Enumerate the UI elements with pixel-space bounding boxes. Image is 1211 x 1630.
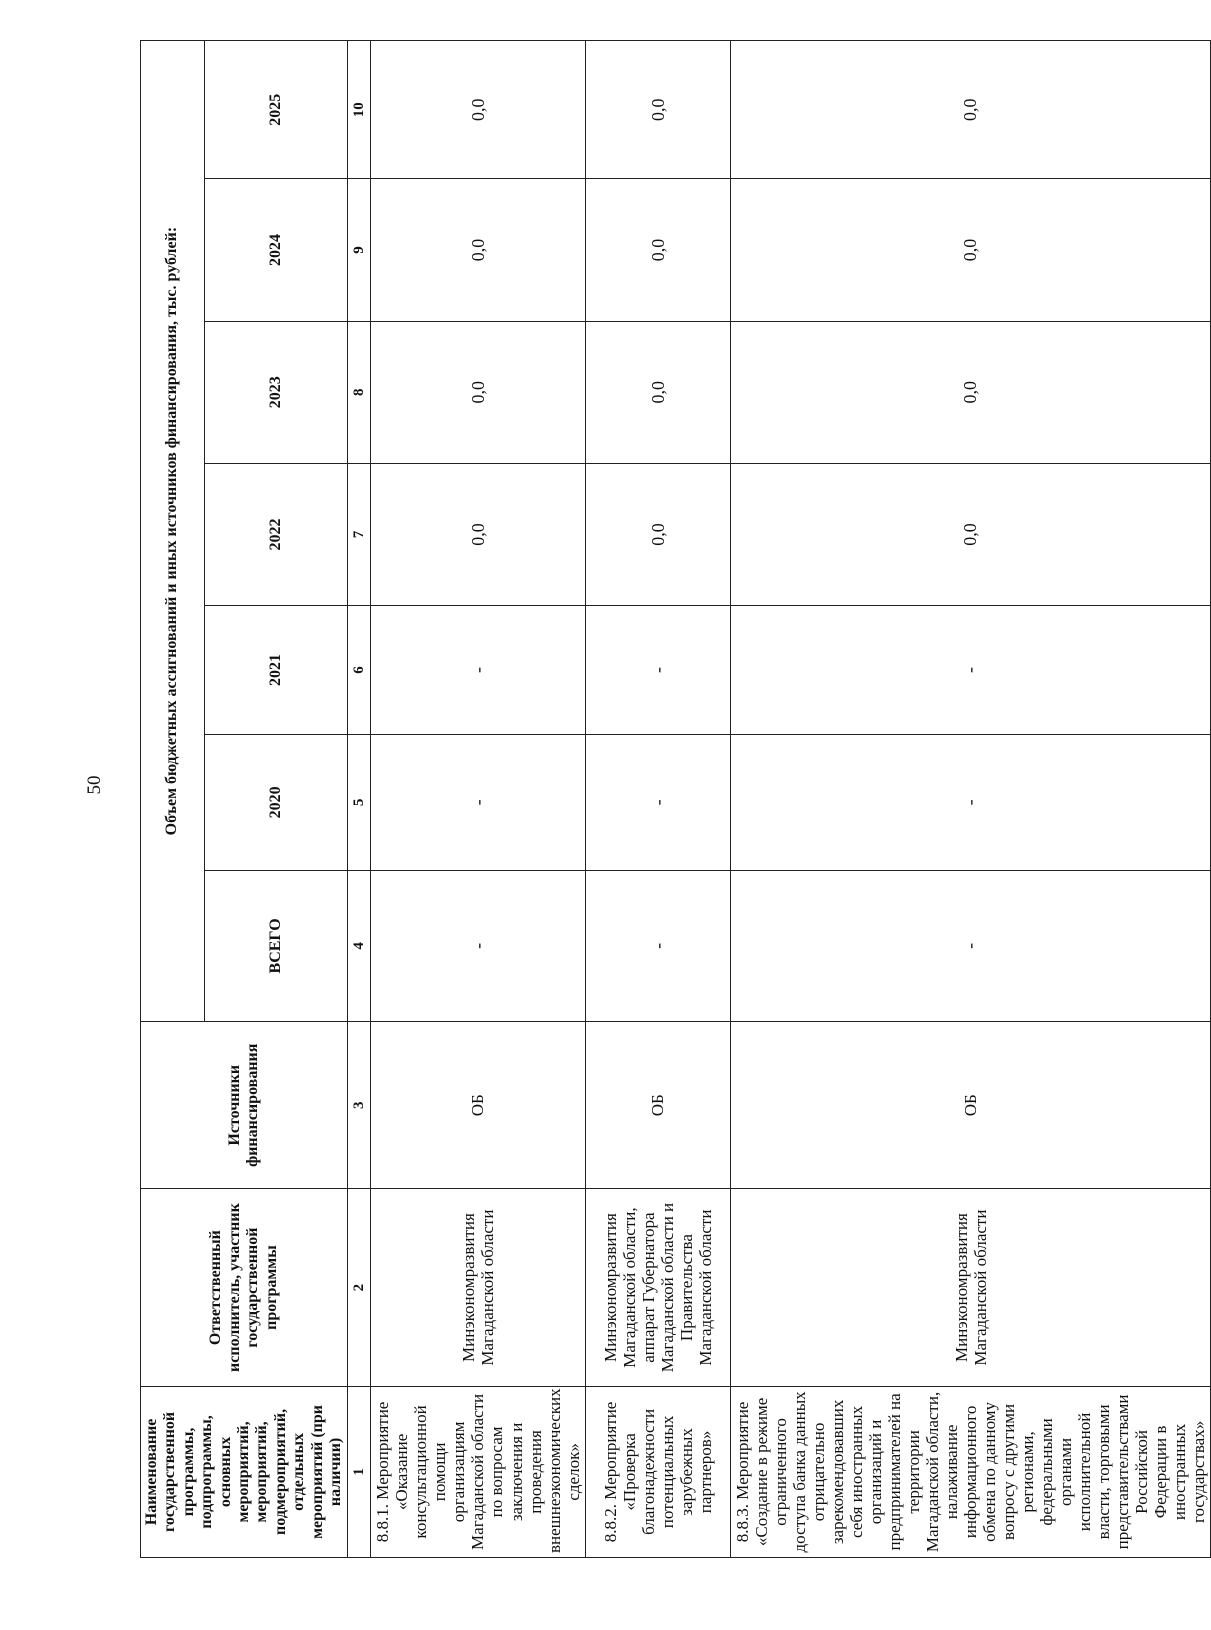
header-year-2023: 2023 <box>205 321 348 463</box>
column-number: 2 <box>348 1189 371 1387</box>
value-cell-2024: 0,0 <box>730 179 1211 321</box>
value-cell-2025: 0,0 <box>585 41 730 179</box>
value-cell-2022: 0,0 <box>730 463 1211 605</box>
value-cell-total: - <box>371 870 585 1021</box>
value-cell-2021: - <box>371 606 585 735</box>
rotated-table-container <box>140 40 1209 1558</box>
value-cell-2020: - <box>585 735 730 871</box>
column-number: 8 <box>348 321 371 463</box>
column-number: 6 <box>348 606 371 735</box>
source-cell: ОБ <box>371 1022 585 1189</box>
value-cell-2022: 0,0 <box>371 463 585 605</box>
column-number: 4 <box>348 870 371 1021</box>
header-col-responsible: Ответственный исполнитель, участник государственной программы <box>141 1189 348 1387</box>
value-cell-2020: - <box>730 735 1211 871</box>
column-number-row <box>348 41 371 1558</box>
value-cell-2023: 0,0 <box>730 321 1211 463</box>
header-col-name: Наименование государственной программы, подпрограммы, основных мероприятий, мероприятий, подмероприятий, отдельных мероприятий (при наличии) <box>141 1386 348 1557</box>
responsible-cell: Минэкономразвития Магаданской области <box>730 1189 1211 1387</box>
value-cell-2025: 0,0 <box>730 41 1211 179</box>
table-row <box>730 41 1211 1558</box>
value-cell-2022: 0,0 <box>585 463 730 605</box>
column-number: 5 <box>348 735 371 871</box>
responsible-cell: Минэкономразвития Магаданской области <box>371 1189 585 1387</box>
column-number: 7 <box>348 463 371 605</box>
header-funding-group: Объем бюджетных ассигнований и иных источников финансирования, тыс. рублей: <box>141 41 205 1022</box>
value-cell-2020: - <box>371 735 585 871</box>
source-cell: ОБ <box>730 1022 1211 1189</box>
activity-name-cell: 8.8.2. Мероприятие «Проверка благонадежности потенциальных зарубежных партнеров» <box>585 1386 730 1557</box>
value-cell-2021: - <box>585 606 730 735</box>
value-cell-total: - <box>730 870 1211 1021</box>
value-cell-2023: 0,0 <box>371 321 585 463</box>
activity-name-cell: 8.8.3. Мероприятие «Создание в режиме ограниченного доступа банка данных отрицательно зарекомендовавших себя иностранных организаций и предпринимателей на территории Магаданской области, налаживание информационного обмена по данному вопросу с другими регионами, федеральными органами исполнительной власти, торговыми представительствами Российской Федерации в иностранных государствах» <box>730 1386 1211 1557</box>
table-row <box>585 41 730 1558</box>
column-number: 10 <box>348 41 371 179</box>
header-col-source: Источники финансирования <box>141 1022 348 1189</box>
value-cell-2023: 0,0 <box>585 321 730 463</box>
activity-name-cell: 8.8.1. Мероприятие «Оказание консультационной помощи организациям Магаданской области по вопросам заключения и проведения внешнеэкономических сделок» <box>371 1386 585 1557</box>
header-year-2022: 2022 <box>205 463 348 605</box>
value-cell-2024: 0,0 <box>371 179 585 321</box>
funding-table <box>140 40 1211 1558</box>
column-number: 3 <box>348 1022 371 1189</box>
source-cell: ОБ <box>585 1022 730 1189</box>
value-cell-total: - <box>585 870 730 1021</box>
column-number: 9 <box>348 179 371 321</box>
header-row-1 <box>141 41 205 1558</box>
header-year-2020: 2020 <box>205 735 348 871</box>
page-number: 50 <box>84 775 105 795</box>
column-number: 1 <box>348 1386 371 1557</box>
value-cell-2024: 0,0 <box>585 179 730 321</box>
value-cell-2025: 0,0 <box>371 41 585 179</box>
header-year-total: ВСЕГО <box>205 870 348 1021</box>
header-year-2021: 2021 <box>205 606 348 735</box>
value-cell-2021: - <box>730 606 1211 735</box>
table-row <box>371 41 585 1558</box>
header-year-2025: 2025 <box>205 41 348 179</box>
responsible-cell: Минэкономразвития Магаданской области, аппарат Губернатора Магаданской области и Правительства Магаданской области <box>585 1189 730 1387</box>
header-year-2024: 2024 <box>205 179 348 321</box>
